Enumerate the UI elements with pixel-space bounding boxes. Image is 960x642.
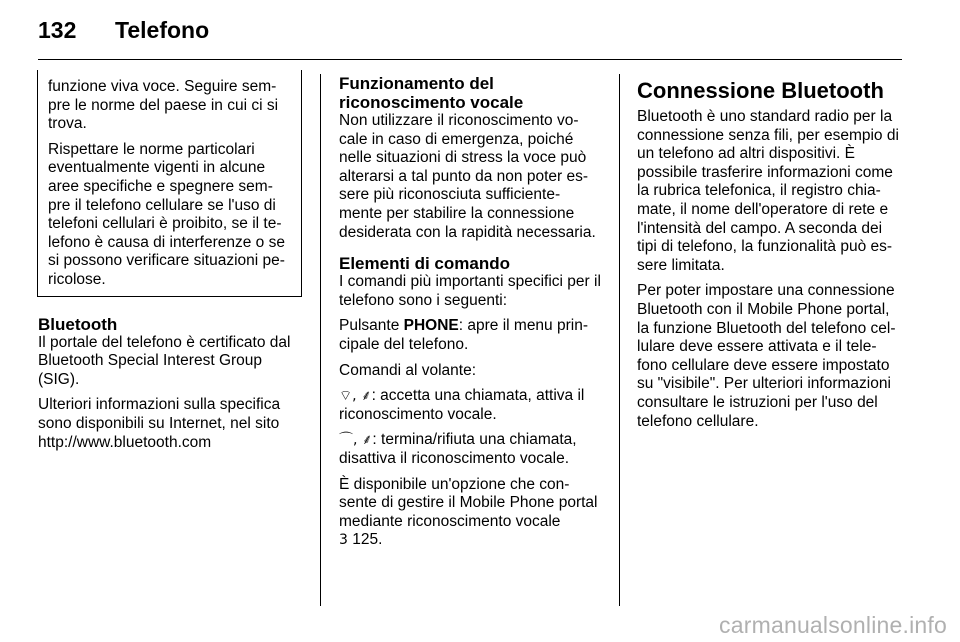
phone-end-icon: ⌒, ⸙ xyxy=(339,432,373,449)
page-reference-icon: 3 xyxy=(339,532,348,549)
bluetooth-heading: Bluetooth xyxy=(38,314,118,334)
note-paragraph-1: funzione viva voce. Seguire sem-pre le norme del paese in cui ci si trova. xyxy=(48,78,279,133)
end-call-text: : termina/rifiuta una chiamata, disattiva il riconoscimento vocale. xyxy=(339,431,577,467)
phone-button-label: PHONE xyxy=(403,317,459,335)
option-paragraph xyxy=(339,476,603,550)
column-2 xyxy=(339,74,603,557)
bluetooth-connection-heading: Connessione Bluetooth xyxy=(637,78,884,103)
column-1 xyxy=(38,74,302,459)
bluetooth-connection-paragraph-2: Per poter impostare una connessione Bluetooth con il Mobile Phone portal, la funzione Bluetooth del telefono cel-lulare deve essere attivata e il tele-fono cellulare deve essere impostato su "visibile". Per ulteriori informazioni consultare le istruzioni per l'uso del telefono cellulare. xyxy=(637,282,896,430)
controls-heading: Elementi di comando xyxy=(339,254,510,274)
option-text: È disponibile un'opzione che con-sente di gestire il Mobile Phone portal mediante riconoscimento vocale xyxy=(339,475,598,530)
column-3 xyxy=(637,78,903,438)
phone-accept-icon: ⌔, ⸙ xyxy=(339,388,372,405)
accept-call-paragraph xyxy=(339,387,603,424)
controls-intro: I comandi più importanti specifici per il telefono sono i seguenti: xyxy=(339,273,601,309)
note-paragraph-2: Rispettare le norme particolari eventualmente vigenti in alcune aree specifiche e spegnere sem-pre il telefono cellulare se l'uso di telefoni cellulari è proibito, se il te-lefono è causa di interferenze o se si possono verificare situazioni pe-ricolose. xyxy=(48,140,285,288)
phone-button-prefix: Pulsante xyxy=(339,317,404,335)
accept-call-text: : accetta una chiamata, attiva il riconoscimento vocale. xyxy=(339,387,585,423)
bluetooth-connection-paragraph-1: Bluetooth è uno standard radio per la connessione senza fili, per esempio di un telefono ad altri dispositivi. È possibile trasferire informazioni come la rubrica telefonica, il registro chia-mate, il nome dell'operatore di rete e l'intensità del campo. A seconda dei tipi di telefono, la funzionalità può es-sere limitata. xyxy=(637,108,899,274)
column-divider-1 xyxy=(320,74,321,606)
note-box xyxy=(37,70,302,297)
header-rule xyxy=(38,59,902,60)
column-divider-2 xyxy=(619,74,620,606)
page-title: Telefono xyxy=(115,17,210,43)
bluetooth-paragraph-1: Il portale del telefono è certificato dal Bluetooth Special Interest Group (SIG). xyxy=(38,333,291,388)
phone-button-desc: : apre il menu prin-cipale del telefono. xyxy=(339,317,588,353)
page-number: 132 xyxy=(38,17,77,43)
voice-recognition-heading: Funzionamento del riconoscimento vocale xyxy=(339,74,524,112)
bluetooth-paragraph-2: Ulteriori informazioni sulla specifica sono disponibili su Internet, nel sito http://www.bluetooth.com xyxy=(38,396,281,451)
watermark: carmanualsonline.info xyxy=(719,612,947,638)
phone-button-paragraph xyxy=(339,317,603,354)
voice-recognition-paragraph: Non utilizzare il riconoscimento vo-cale in caso di emergenza, poiché nelle situazioni di stress la voce può alterarsi a tal punto da non poter es-sere più riconosciuta sufficiente-mente per stabilire la connessione desiderata con la rapidità necessaria. xyxy=(339,112,596,241)
steering-controls-label: Comandi al volante: xyxy=(339,361,476,379)
end-call-paragraph xyxy=(339,431,603,468)
page-reference: 125. xyxy=(347,531,383,549)
page-header xyxy=(38,0,902,55)
